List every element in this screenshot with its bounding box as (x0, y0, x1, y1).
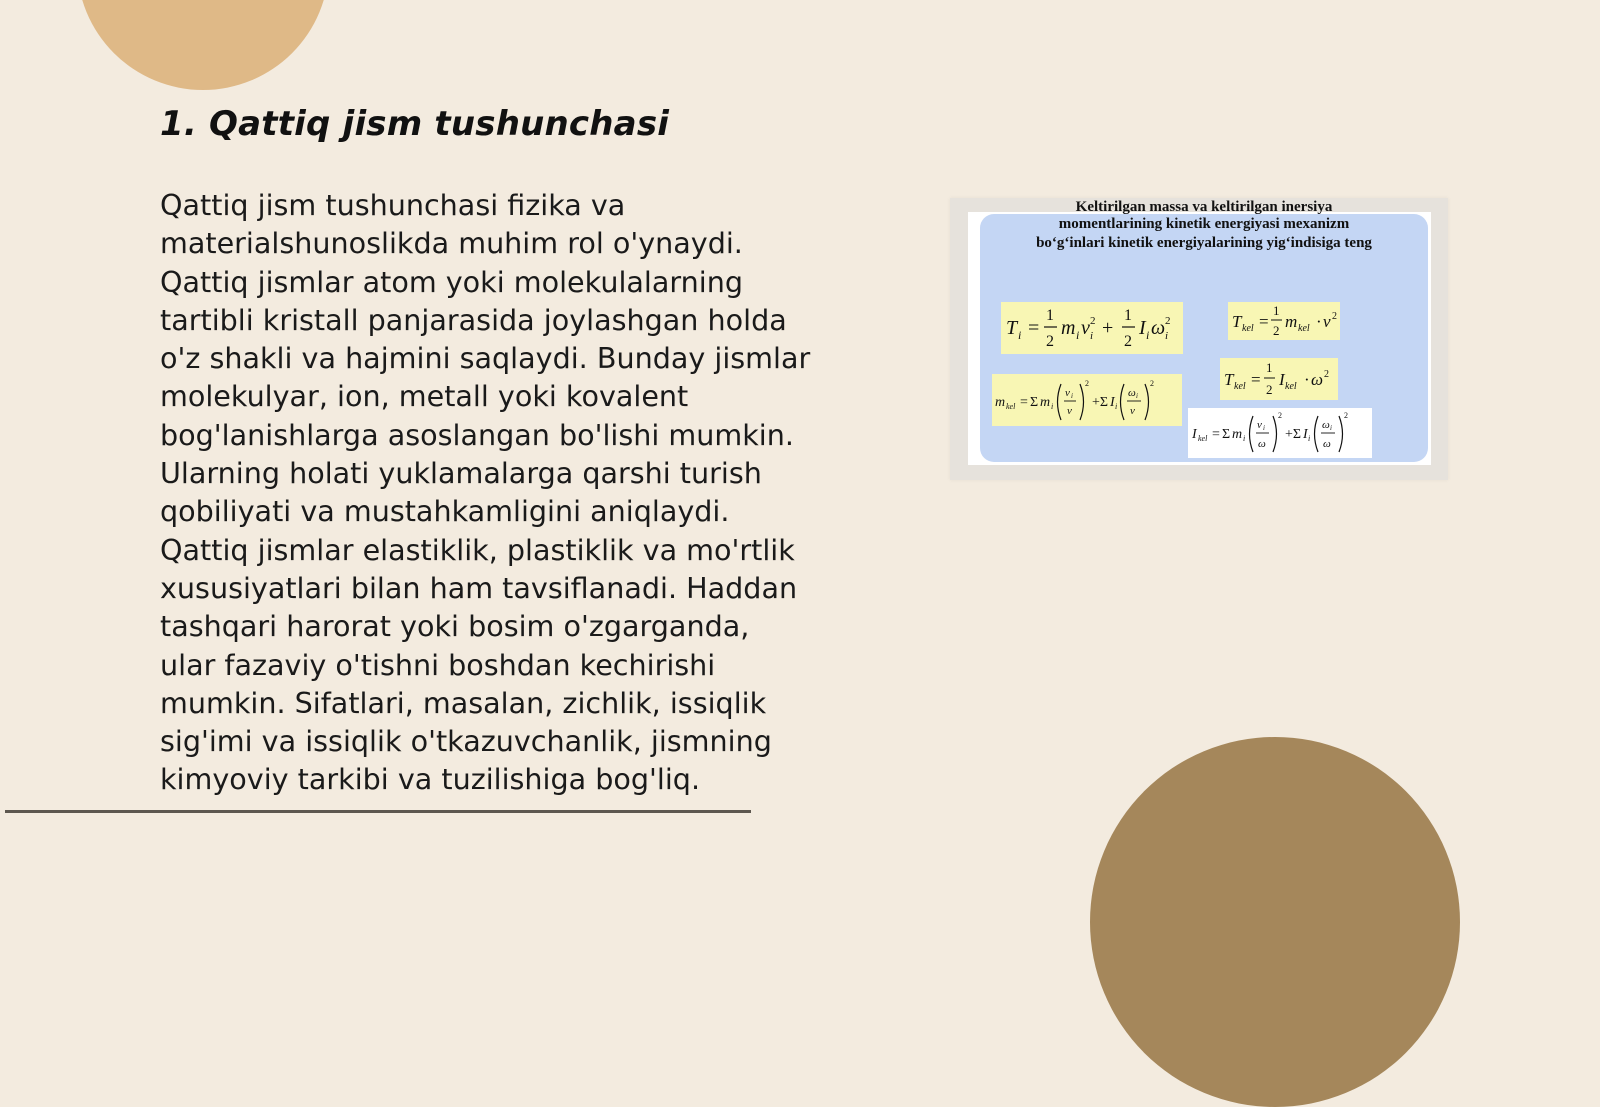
body-line: sig'imi va issiqlik o'tkazuvchanlik, jismning (160, 724, 772, 759)
svg-text:ω: ω (1151, 317, 1166, 339)
svg-text:2: 2 (1046, 333, 1054, 350)
formula-image (968, 199, 1431, 465)
body-line: mumkin. Sifatlari, masalan, zichlik, issiqlik (160, 685, 767, 720)
figure-heading-line: Keltirilgan massa va keltirilgan inersiya (1075, 199, 1333, 215)
svg-text:i: i (1051, 402, 1054, 411)
formula-reduced-inertia (1188, 408, 1372, 458)
svg-text:=: = (1020, 395, 1028, 410)
decorative-circle-top (77, 0, 329, 90)
figure-heading-line: bo‘g‘inlari kinetik energiyalarining yig‘indisiga teng (1036, 235, 1372, 251)
svg-text:Σ: Σ (1222, 427, 1231, 442)
svg-text:kel: kel (1234, 381, 1246, 392)
svg-text:i: i (1165, 330, 1169, 342)
body-line: qobiliyati va mustahkamligini aniqlaydi. (160, 494, 730, 529)
svg-text:i: i (1243, 434, 1246, 443)
body-line: Qattiq jismlar elastiklik, plastiklik va mo'rtlik (160, 532, 795, 567)
svg-text:i: i (1146, 328, 1150, 342)
body-line: tashqari harorat yoki bosim o'zgarganda, (160, 609, 750, 644)
svg-text:ω: ω (1258, 438, 1266, 450)
svg-text:·: · (1304, 370, 1310, 389)
svg-text:v: v (1130, 405, 1135, 417)
body-line: Qattiq jismlar atom yoki molekulalarning (160, 264, 743, 299)
svg-text:I: I (1192, 427, 1197, 442)
svg-text:I: I (1303, 427, 1308, 442)
body-line: kimyoviy tarkibi va tuzilishiga bog'liq. (160, 762, 701, 797)
svg-text:m: m (1285, 312, 1298, 331)
svg-text:+Σ: +Σ (1285, 427, 1302, 442)
svg-text:2: 2 (1266, 382, 1273, 397)
svg-text:1: 1 (1124, 307, 1132, 324)
svg-text:=: = (1212, 427, 1220, 442)
svg-text:I: I (1110, 395, 1115, 410)
svg-text:2: 2 (1165, 315, 1171, 327)
svg-text:ω: ω (1322, 419, 1330, 431)
svg-text:i: i (1076, 328, 1080, 342)
svg-text:v: v (1323, 312, 1331, 331)
body-line: ular fazaviy o'tishni boshdan kechirishi (160, 647, 716, 682)
svg-text:m: m (995, 395, 1006, 410)
svg-text:=: = (1028, 317, 1040, 339)
svg-text:ω: ω (1323, 438, 1331, 450)
body-paragraph (160, 186, 840, 799)
decorative-circle-bottom (1090, 737, 1460, 1107)
svg-text:I: I (1279, 370, 1285, 389)
svg-text:i: i (1018, 328, 1022, 342)
svg-text:1: 1 (1266, 360, 1273, 375)
svg-text:i: i (1090, 330, 1094, 342)
body-line: tartibli kristall panjarasida joylashgan holda (160, 302, 787, 337)
svg-text:2: 2 (1150, 379, 1154, 388)
formula-reduced-mass-energy (1228, 302, 1340, 340)
svg-text:2: 2 (1085, 379, 1089, 388)
svg-text:T: T (1232, 312, 1242, 331)
body-line: xususiyatlari bilan ham tavsiflanadi. Haddan (160, 570, 798, 605)
svg-text:kel: kel (1006, 402, 1016, 411)
svg-text:+: + (1102, 317, 1114, 339)
body-line: materialshunoslikda muhim rol o'ynaydi. (160, 226, 743, 261)
svg-text:i: i (1071, 392, 1073, 400)
body-line: Qattiq jism tushunchasi fizika va (160, 188, 626, 222)
svg-text:kel: kel (1198, 434, 1208, 443)
divider-line (5, 810, 751, 813)
body-line: bog'lanishlarga asoslangan bo'lishi mumkin. (160, 417, 794, 452)
body-line: Ularning holati yuklamalarga qarshi turish (160, 456, 762, 491)
svg-text:·: · (1316, 312, 1322, 331)
svg-text:i: i (1263, 424, 1265, 432)
svg-text:m: m (1232, 427, 1243, 442)
formula-kinetic-energy (1001, 302, 1183, 354)
svg-text:i: i (1136, 392, 1138, 400)
svg-text:1: 1 (1273, 303, 1280, 318)
svg-text:1: 1 (1046, 307, 1054, 324)
svg-text:T: T (1006, 317, 1018, 339)
svg-text:2: 2 (1332, 311, 1337, 322)
svg-text:2: 2 (1278, 411, 1282, 420)
svg-text:2: 2 (1273, 323, 1280, 338)
svg-text:v: v (1081, 317, 1090, 339)
svg-text:ω: ω (1311, 370, 1324, 389)
svg-text:2: 2 (1324, 369, 1329, 380)
svg-text:T: T (1224, 370, 1234, 389)
svg-text:i: i (1330, 424, 1332, 432)
svg-text:=: = (1251, 370, 1261, 389)
formula-figure (950, 198, 1448, 480)
slide-title: 1. Qattiq jism tushunchasi (160, 104, 670, 144)
svg-text:i: i (1308, 434, 1311, 443)
svg-text:+Σ: +Σ (1092, 395, 1109, 410)
svg-text:Σ: Σ (1030, 395, 1039, 410)
svg-text:2: 2 (1344, 411, 1348, 420)
svg-text:v: v (1065, 387, 1070, 399)
svg-text:2: 2 (1124, 333, 1132, 350)
svg-text:=: = (1259, 312, 1269, 331)
svg-text:ω: ω (1128, 387, 1136, 399)
body-line: molekulyar, ion, metall yoki kovalent (160, 379, 689, 414)
svg-text:v: v (1067, 405, 1072, 417)
formula-svg (968, 199, 1431, 465)
formula-reduced-mass (992, 374, 1182, 426)
svg-text:m: m (1061, 317, 1076, 339)
body-line: o'z shakli va hajmini saqlaydi. Bunday jismlar (160, 341, 811, 376)
svg-text:kel: kel (1285, 381, 1297, 392)
svg-text:2: 2 (1090, 315, 1096, 327)
svg-text:v: v (1257, 419, 1262, 431)
svg-text:m: m (1040, 395, 1051, 410)
svg-text:kel: kel (1242, 323, 1254, 334)
svg-text:kel: kel (1298, 323, 1310, 334)
figure-heading-line: momentlarining kinetik energiyasi mexanizm (1058, 216, 1350, 232)
svg-text:i: i (1115, 402, 1118, 411)
svg-text:I: I (1139, 317, 1146, 339)
formula-reduced-inertia-energy (1220, 358, 1338, 400)
